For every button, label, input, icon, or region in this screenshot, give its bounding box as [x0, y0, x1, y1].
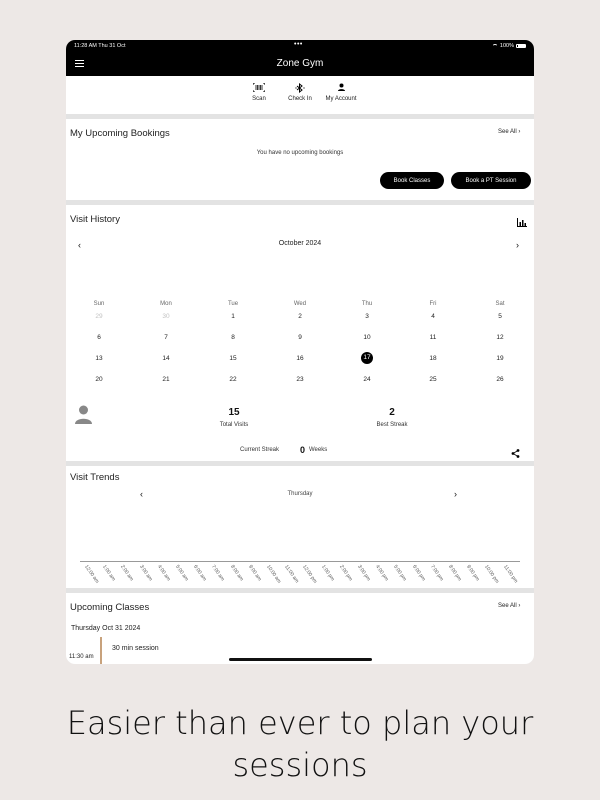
bar-chart-icon[interactable] [517, 214, 527, 232]
hour-tick-label: 4:00 pm [374, 564, 390, 583]
visit-trends-title: Visit Trends [70, 472, 120, 483]
weekday-header: Tue [227, 301, 239, 307]
hour-tick-label: 9:00 am [246, 564, 263, 583]
marketing-caption [0, 702, 600, 786]
wifi-icon [492, 44, 498, 48]
my-account-button[interactable] [321, 81, 361, 102]
hour-tick-label: 12:00 am [83, 564, 100, 585]
calendar-day[interactable]: 13 [95, 355, 103, 362]
weeks-label: Weeks [309, 447, 328, 453]
calendar-day[interactable]: 5 [498, 313, 502, 320]
calendar-day[interactable]: 23 [296, 376, 304, 383]
class-name[interactable]: 30 min session [112, 645, 159, 652]
calendar-day[interactable]: 29 [95, 313, 103, 320]
calendar-day[interactable]: 6 [97, 334, 101, 341]
calendar-day[interactable]: 22 [229, 376, 237, 383]
hour-tick-label: 5:00 am [174, 564, 190, 583]
app-title: Zone Gym [276, 58, 324, 69]
total-visits-label: Total Visits [219, 422, 249, 428]
hour-tick-label: 11:00 pm [501, 564, 519, 585]
class-time: 11:30 am [69, 654, 94, 660]
next-month-icon[interactable]: › [516, 240, 519, 250]
weekday-header: Fri [429, 301, 437, 307]
class-accent-bar [100, 637, 102, 664]
bookings-title: My Upcoming Bookings [70, 128, 170, 139]
book-classes-button[interactable]: Book Classes [380, 172, 444, 189]
hour-tick-label: 11:00 am [283, 564, 300, 585]
caption-line-2: sessions [232, 746, 368, 784]
calendar-day[interactable]: 9 [298, 334, 302, 341]
chevron-right-icon: › [518, 129, 521, 135]
calendar-day[interactable]: 1 [231, 313, 235, 320]
my-account-label: My Account [325, 96, 357, 102]
see-all-label: See All [498, 129, 517, 135]
best-streak-value: 2 [389, 407, 395, 418]
calendar-month-label: October 2024 [278, 240, 322, 247]
app-bar [66, 52, 534, 76]
calendar-day[interactable]: 25 [429, 376, 437, 383]
weekday-header: Sat [495, 301, 505, 307]
calendar-day[interactable]: 7 [164, 334, 168, 341]
calendar-day[interactable]: 4 [431, 313, 435, 320]
calendar-day[interactable]: 26 [496, 376, 504, 383]
calendar-day[interactable]: 8 [231, 334, 235, 341]
calendar-day[interactable]: 2 [298, 313, 302, 320]
trends-day-label: Thursday [287, 491, 313, 497]
check-in-label: Check In [288, 96, 312, 102]
hour-tick-label: 8:00 am [228, 564, 244, 583]
hour-tick-label: 12:00 pm [301, 564, 319, 585]
bookings-see-all-link[interactable] [498, 129, 520, 135]
best-streak-label: Best Streak [376, 422, 408, 428]
calendar-day[interactable]: 18 [429, 355, 437, 362]
calendar-day[interactable]: 12 [496, 334, 504, 341]
check-in-button[interactable] [284, 81, 316, 102]
book-pt-session-button[interactable]: Book a PT Session [451, 172, 531, 189]
visit-history-title: Visit History [70, 214, 120, 225]
tablet-screen [66, 40, 534, 664]
weekday-header: Thu [361, 301, 373, 307]
total-visits-value: 15 [228, 407, 240, 418]
hour-tick-label: 3:00 am [137, 564, 153, 583]
hour-tick-label: 7:00 am [210, 564, 226, 583]
current-streak-label: Current Streak [240, 447, 280, 453]
calendar-day[interactable]: 20 [95, 376, 103, 383]
hour-tick-label: 2:00 pm [337, 564, 354, 583]
current-streak-value: 0 [300, 445, 306, 455]
hour-tick-label: 10:00 pm [483, 564, 501, 585]
home-indicator [229, 658, 372, 661]
no-bookings-text: You have no upcoming bookings [256, 150, 344, 156]
share-stats-icon[interactable] [511, 445, 520, 463]
status-bar [66, 40, 534, 52]
hour-tick-label: 4:00 am [155, 564, 172, 583]
calendar-day[interactable]: 11 [429, 334, 437, 341]
calendar-day[interactable]: 3 [365, 313, 369, 320]
calendar-day[interactable]: 15 [229, 355, 237, 362]
person-icon [321, 81, 361, 94]
class-date: Thursday Oct 31 2024 [71, 625, 141, 632]
hour-tick-label: 3:00 pm [356, 564, 372, 583]
upcoming-bookings-card [66, 119, 534, 200]
previous-month-icon[interactable]: ‹ [78, 240, 81, 250]
bluetooth-icon [284, 81, 316, 94]
quick-actions-bar [66, 76, 534, 114]
classes-see-all-link[interactable] [498, 603, 520, 609]
hour-tick-label: 9:00 pm [465, 564, 481, 583]
battery-percent: 100% [499, 43, 514, 49]
multitask-dots-icon[interactable]: ••• [294, 41, 303, 48]
calendar-day[interactable]: 19 [496, 355, 504, 362]
scan-button[interactable] [246, 81, 272, 102]
calendar-day[interactable]: 14 [162, 355, 170, 362]
visit-stats-card [66, 397, 534, 461]
caption-line-1: Easier than ever to plan your [66, 704, 534, 742]
weekday-header: Mon [160, 301, 172, 307]
hour-tick-label: 1:00 pm [319, 564, 335, 583]
hour-tick-label: 1:00 am [101, 564, 117, 583]
calendar-day[interactable]: 30 [162, 313, 170, 320]
visit-trends-card [66, 466, 534, 588]
upcoming-classes-title: Upcoming Classes [70, 602, 150, 613]
previous-day-icon[interactable]: ‹ [140, 489, 143, 499]
calendar-day[interactable]: 16 [296, 355, 304, 362]
upcoming-classes-card [66, 593, 534, 664]
today-marker: 17 [361, 352, 373, 364]
calendar-day[interactable]: 21 [162, 376, 170, 383]
hour-tick-label: 6:00 pm [410, 564, 426, 583]
hour-tick-label: 6:00 am [192, 564, 208, 583]
scan-label: Scan [252, 96, 266, 102]
calendar-day[interactable]: 24 [363, 376, 371, 383]
hour-tick-label: 2:00 am [119, 564, 135, 583]
barcode-scan-icon [246, 81, 272, 94]
weekday-header: Sun [93, 301, 105, 307]
weekday-header: Wed [293, 301, 307, 307]
avatar [75, 405, 92, 429]
battery-icon [516, 44, 526, 49]
see-all-label: See All [498, 603, 517, 609]
status-time: 11:28 AM Thu 31 Oct [74, 43, 126, 49]
next-day-icon[interactable]: › [454, 489, 457, 499]
hour-tick-label: 10:00 am [265, 564, 282, 585]
calendar-day[interactable]: 10 [363, 334, 371, 341]
calendar-day[interactable] [357, 352, 377, 364]
chevron-right-icon: › [518, 603, 521, 609]
hour-tick-label: 7:00 pm [428, 564, 445, 583]
hour-tick-label: 5:00 pm [392, 564, 408, 583]
hour-tick-label: 8:00 pm [447, 564, 463, 583]
trends-x-axis [80, 561, 520, 562]
